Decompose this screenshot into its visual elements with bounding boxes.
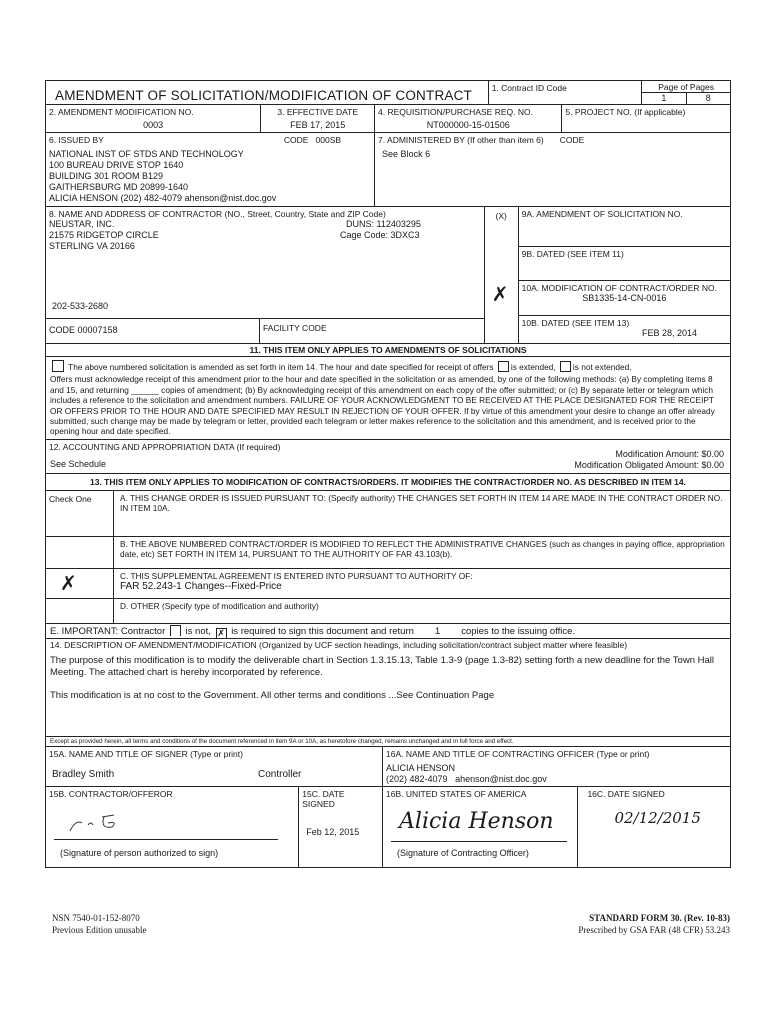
footer-previous: Previous Edition unusable <box>52 925 147 935</box>
important-row <box>46 624 730 639</box>
box-16a-officer <box>383 747 730 786</box>
important-copies: 1 <box>417 626 459 639</box>
box-14-description <box>46 639 730 737</box>
contractor-phone: 202-533-2680 <box>52 301 109 311</box>
important-required: is required to sign this document and return <box>231 625 414 637</box>
box-4-value: NT000000-15-01506 <box>426 120 510 130</box>
box-10a-value: SB1335-14-CN-0016 <box>582 293 667 303</box>
box-15c-date <box>299 787 383 867</box>
officer-phone: (202) 482-4079 <box>386 773 448 784</box>
box-3-value: FEB 17, 2015 <box>290 120 346 130</box>
box-14-label: 14. DESCRIPTION OF AMENDMENT/MODIFICATION (Organized by UCF section headings, including solicitation/contract subject matter where feasible) <box>50 639 628 650</box>
section-11-instructions: Offers must acknowledge receipt of this amendment prior to the hour and date specified in the solicitation or as amended, by one of the following methods: (a) By completing items 8 and 15, and returning ______ copies of amendment; (b) By acknowledging receipt of this amendment on each copy of the offer submitted; or (c) By separate letter or telegram which includes a reference to the solicitation and amendment numbers. FAILURE OF YOUR ACKNOWLEDGMENT TO BE RECEIVED AT THE PLACE DESIGNATED FOR THE RECEIPT OR OFFERS PRIOR TO THE HOUR AND DATE SPECIFIED MAY RESULT IN REJECTION OF YOUR OFFER. If by virtue of this amendment your desire to change an offer already submitted, such change may be made by telegram or letter, provided each telegram or letter makes reference to the solicitation and this amendment, and is received prior to the opening hour and date specified. <box>50 374 715 437</box>
form-title-text: AMENDMENT OF SOLICITATION/MODIFICATION OF CONTRACT <box>55 88 472 103</box>
box-6-line: NATIONAL INST OF STDS AND TECHNOLOGY <box>49 149 244 159</box>
modification-amount: Modification Amount: $0.00 <box>615 448 724 459</box>
box-7-code-label: CODE <box>559 135 585 145</box>
box-6-code: 000SB <box>315 135 342 145</box>
section-11-title: 11. THIS ITEM ONLY APPLIES TO AMENDMENTS OF SOLICITATIONS <box>46 344 730 357</box>
box-12-accounting <box>46 440 730 473</box>
box-6-line: BUILDING 301 ROOM B129 <box>49 171 164 181</box>
section-13-option-c-authority: FAR 52.243-1 Changes--Fixed-Price <box>120 581 282 593</box>
box-9-10 <box>519 207 730 343</box>
terms-note: Except as provided herein, all terms and conditions of the document referenced in item 9A or 10A, as heretofore changed, remains unchanged and in full force and effect. <box>50 737 514 745</box>
x-check-10a-icon: ✗ <box>491 282 509 306</box>
sf30-form <box>45 80 731 868</box>
pages-label: Page of Pages <box>658 82 714 92</box>
box-7-label: 7. ADMINISTERED BY (If other than item 6) <box>378 135 544 145</box>
box-7-administered-by <box>375 133 730 206</box>
officer-signature: Alicia Henson <box>399 808 554 834</box>
box-14-purpose: The purpose of this modification is to modify the deliverable chart in Section 1.3.15.13, Table 1.3-9 (page 1.3-82) setting forth a new deadline for the Town Hall Meeting. The attached chart is hereby incorporated by reference. <box>50 654 714 678</box>
box-15b-label: 15B. CONTRACTOR/OFFEROR <box>49 788 173 799</box>
facility-code-label: FACILITY CODE <box>263 323 327 333</box>
box-15b-caption: (Signature of person authorized to sign) <box>60 847 219 858</box>
box-16b-usa <box>383 787 578 867</box>
box-5-project-no <box>562 105 730 132</box>
box-6-code-label: CODE <box>283 135 309 145</box>
footer-right <box>578 912 730 936</box>
form-title <box>46 81 489 104</box>
box-12-value: See Schedule <box>50 458 107 469</box>
x-column-label: (X) <box>495 211 507 221</box>
box-12-label: 12. ACCOUNTING AND APPROPRIATION DATA (If required) <box>49 441 281 452</box>
box-6-line: GAITHERSBURG MD 20899-1640 <box>49 182 189 192</box>
checkbox-checked-icon: ✗ <box>217 627 225 638</box>
box-15b-contractor <box>46 787 299 867</box>
box-9a-label: 9A. AMENDMENT OF SOLICITATION NO. <box>521 209 683 219</box>
section-13-option-b: B. THE ABOVE NUMBERED CONTRACT/ORDER IS MODIFIED TO REFLECT THE ADMINISTRATIVE CHANGES (such as changes in paying office, appropriation date, etc) SET FORTH IN ITEM 14, PURSUANT TO THE AUTHORITY OF FAR 43.103(b). <box>120 538 725 560</box>
section-11-not-extended: is not extended. <box>572 362 632 372</box>
box-6-line: ALICIA HENSON (202) 482-4079 ahenson@nist.doc.gov <box>49 193 277 203</box>
contractor-name: NEUSTAR, INC. <box>49 219 115 229</box>
box-4-label: 4. REQUISITION/PURCHASE REQ. NO. <box>378 107 533 117</box>
section-11-p1a: The above numbered solicitation is amended as set forth in item 14. The hour and date specified for receipt of offers <box>68 362 494 372</box>
box-4-requisition <box>375 105 562 132</box>
box-6-label: 6. ISSUED BY <box>49 135 104 145</box>
section-11-extended: is extended, <box>510 362 556 372</box>
box-14-cost: This modification is at no cost to the Government. All other terms and conditions ...See Continuation Page <box>50 689 495 701</box>
checkbox-icon <box>498 361 509 372</box>
section-13-option-c: C. THIS SUPPLEMENTAL AGREEMENT IS ENTERED INTO PURSUANT TO AUTHORITY OF: <box>120 570 473 581</box>
box-16c-value: 02/12/2015 <box>614 808 701 827</box>
box-3-effective-date <box>261 105 375 132</box>
box-6-issued-by <box>46 133 375 206</box>
contractor-code: CODE 00007158 <box>46 319 260 343</box>
modification-obligated-amount: Modification Obligated Amount: $0.00 <box>574 459 724 470</box>
box-8-label: 8. NAME AND ADDRESS OF CONTRACTOR (NO., Street, Country, State and ZIP Code) <box>49 209 386 219</box>
x-column <box>485 207 519 343</box>
box-15a-label: 15A. NAME AND TITLE OF SIGNER (Type or print) <box>49 748 243 759</box>
box-16c-date <box>578 787 730 867</box>
box-7-value: See Block 6 <box>382 149 431 159</box>
checkbox-icon <box>560 361 571 372</box>
contractor-street: 21575 RIDGETOP CIRCLE <box>49 230 159 240</box>
checkbox-icon <box>52 360 64 372</box>
section-13-option-a: A. THIS CHANGE ORDER IS ISSUED PURSUANT TO: (Specify authority) THE CHANGES SET FORTH IN ITEM 14 ARE MADE IN THE CONTRACT ORDER NO. IN ITEM 10A. <box>120 492 723 514</box>
box-9b-label: 9B. DATED (SEE ITEM 11) <box>521 249 624 259</box>
page-of-pages <box>642 81 730 104</box>
section-13 <box>46 474 730 624</box>
x-check-option-c-icon: ✗ <box>60 570 77 595</box>
box-15a-signer <box>46 747 383 786</box>
box-16b-caption: (Signature of Contracting Officer) <box>397 847 529 858</box>
important-label: E. IMPORTANT: Contractor <box>50 625 166 637</box>
section-11 <box>46 344 730 440</box>
box-10b-label: 10B. DATED (SEE ITEM 13) <box>521 318 630 328</box>
contractor-duns: DUNS: 112403295 <box>346 219 421 229</box>
box-10a-label: 10A. MODIFICATION OF CONTRACT/ORDER NO. <box>521 283 717 293</box>
box-2-value: 0003 <box>143 120 164 130</box>
footer-gsa: Prescribed by GSA FAR (48 CFR) 53.243 <box>578 925 730 935</box>
contractor-signature <box>68 811 128 837</box>
important-copies-text: copies to the issuing office. <box>461 625 576 637</box>
check-one-label: Check One <box>49 493 92 504</box>
box-5-label: 5. PROJECT NO. (If applicable) <box>565 107 686 117</box>
contractor-city: STERLING VA 20166 <box>49 241 135 251</box>
officer-email: ahenson@nist.doc.gov <box>455 773 547 784</box>
signer-title: Controller <box>258 768 302 780</box>
box-16a-label: 16A. NAME AND TITLE OF CONTRACTING OFFICER (Type or print) <box>386 748 650 759</box>
contractor-cage: Cage Code: 3DXC3 <box>340 230 420 240</box>
box-1-contract-id <box>489 81 643 104</box>
box-6-line: 100 BUREAU DRIVE STOP 1640 <box>49 160 184 170</box>
box-16b-label: 16B. UNITED STATES OF AMERICA <box>386 788 527 799</box>
section-13-title: 13. THIS ITEM ONLY APPLIES TO MODIFICATION OF CONTRACTS/ORDERS. IT MODIFIES THE CONTRACT/ORDER NO. AS DESCRIBED IN ITEM 14. <box>46 474 730 491</box>
box-2-label: 2. AMENDMENT MODIFICATION NO. <box>49 107 194 117</box>
signer-name: Bradley Smith <box>52 768 115 780</box>
footer-standard-form: STANDARD FORM 30. (Rev. 10-83) <box>589 913 730 923</box>
box-15c-value: Feb 12, 2015 <box>306 826 360 837</box>
section-13-option-d: D. OTHER (Specify type of modification and authority) <box>120 600 319 611</box>
footer-nsn: NSN 7540-01-152-8070 <box>52 913 140 923</box>
footer-left <box>52 912 147 936</box>
important-is-not: is not, <box>185 625 211 637</box>
page-number: 1 <box>642 93 686 104</box>
checkbox-icon <box>170 625 181 636</box>
box-1-label: 1. Contract ID Code <box>491 83 567 93</box>
box-10b-value: FEB 28, 2014 <box>641 328 697 338</box>
box-2-amendment-no <box>46 105 261 132</box>
box-3-label: 3. EFFECTIVE DATE <box>277 107 358 117</box>
officer-name: ALICIA HENSON <box>386 762 456 773</box>
page-total: 8 <box>705 93 711 103</box>
box-8-contractor <box>46 207 485 343</box>
box-15c-label: 15C. DATE SIGNED <box>302 788 345 809</box>
box-16c-label: 16C. DATE SIGNED <box>587 788 665 799</box>
